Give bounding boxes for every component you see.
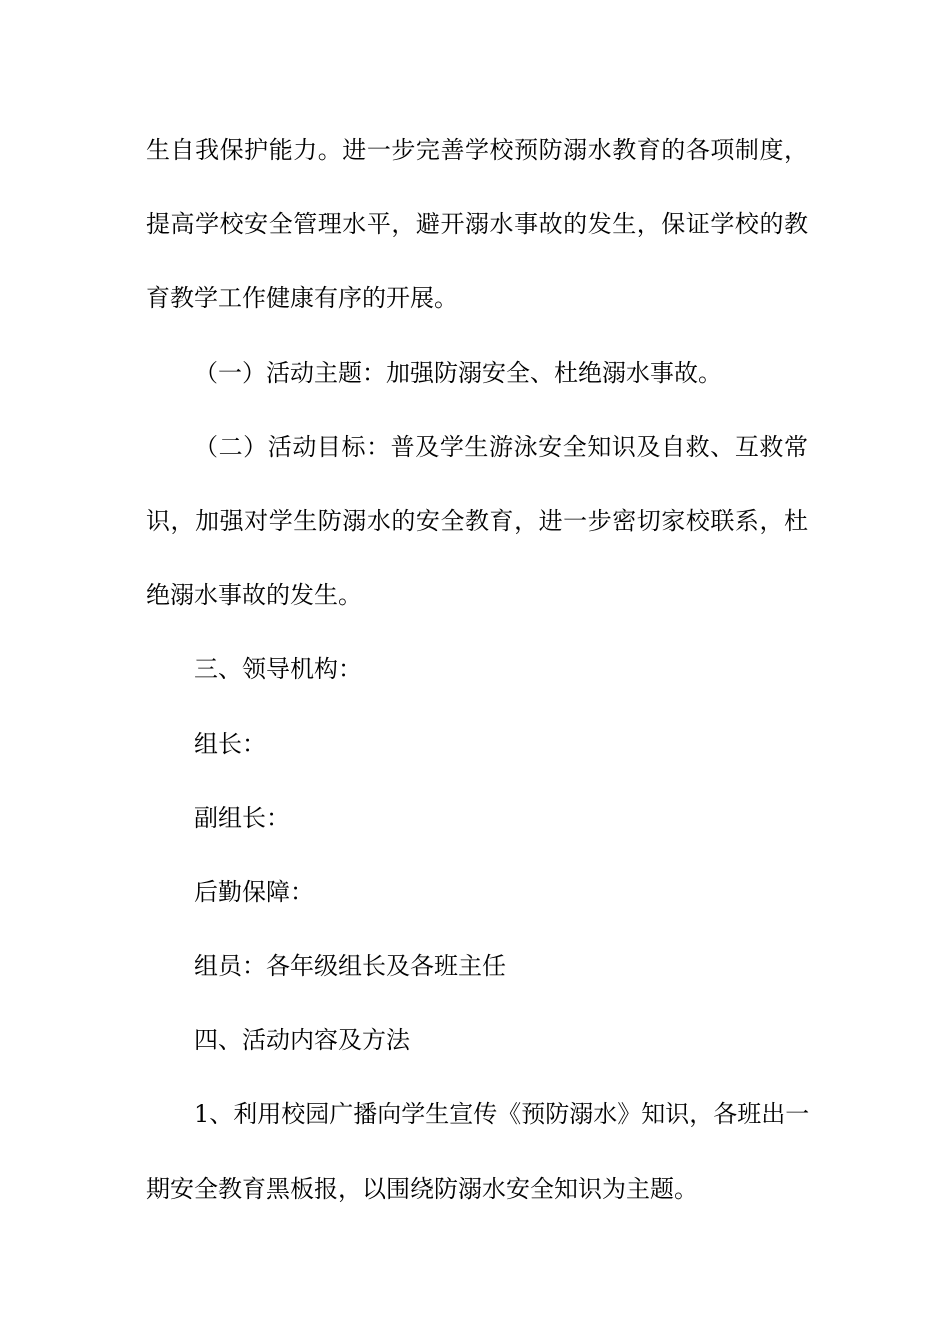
paragraph-line-2: 提高学校安全管理水平，避开溺水事故的发生，保证学校的教 bbox=[146, 210, 808, 239]
activity-goal-line-1: （二）活动目标：普及学生游泳安全知识及自救、互救常 bbox=[194, 432, 808, 461]
item-1-line-1: 1、利用校园广播向学生宣传《预防溺水》知识，各班出一 bbox=[194, 1100, 810, 1129]
item-1-line-2: 期安全教育黑板报，以围绕防溺水安全知识为主题。 bbox=[146, 1174, 698, 1203]
logistics-label: 后勤保障： bbox=[194, 877, 314, 906]
paragraph-line-3: 育教学工作健康有序的开展。 bbox=[146, 284, 458, 313]
deputy-leader-label: 副组长： bbox=[194, 803, 290, 832]
members-line: 组员：各年级组长及各班主任 bbox=[194, 952, 506, 981]
section-heading-leadership: 三、领导机构： bbox=[194, 655, 362, 684]
activity-goal-line-3: 绝溺水事故的发生。 bbox=[146, 581, 362, 610]
leader-label: 组长： bbox=[194, 729, 266, 758]
paragraph-line-1: 生自我保护能力。进一步完善学校预防溺水教育的各项制度， bbox=[146, 136, 808, 164]
section-heading-content: 四、活动内容及方法 bbox=[194, 1026, 410, 1055]
activity-goal-line-2: 识，加强对学生防溺水的安全教育，进一步密切家校联系，杜 bbox=[146, 506, 808, 535]
activity-theme: （一）活动主题：加强防溺安全、杜绝溺水事故。 bbox=[194, 358, 722, 387]
document-body bbox=[146, 128, 808, 1241]
